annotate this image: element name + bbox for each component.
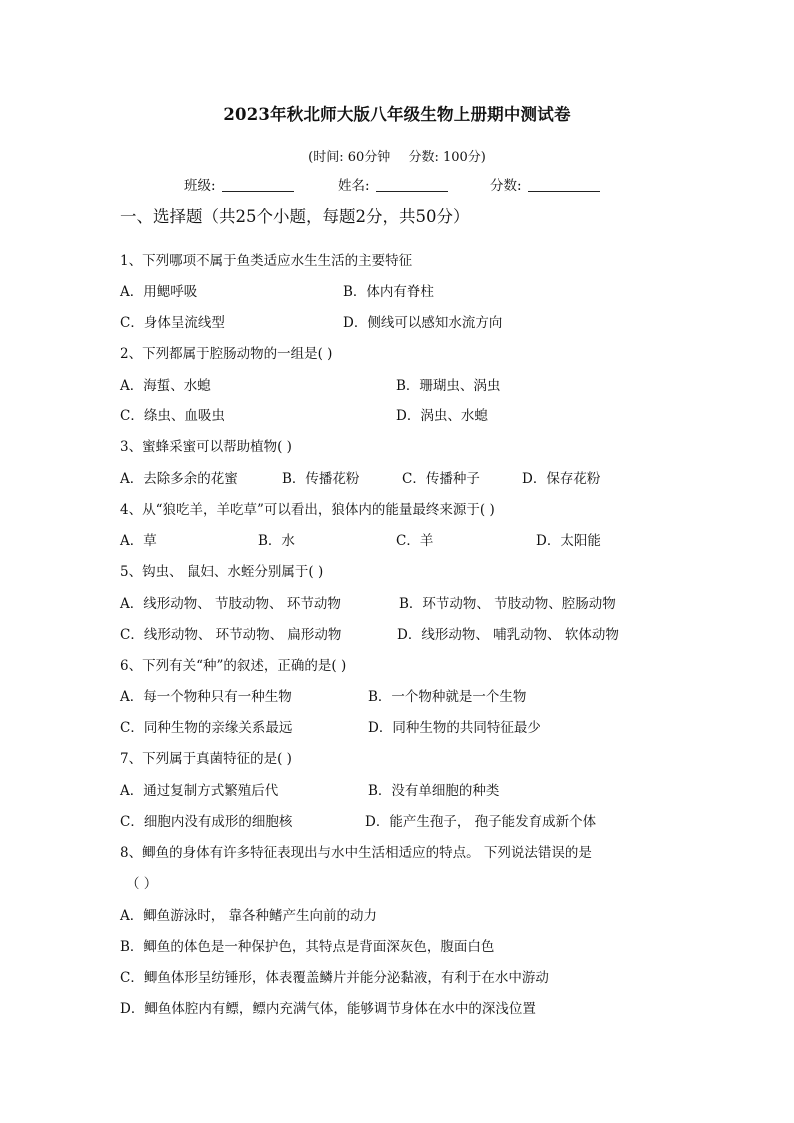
option-a: A．每一个物种只有一种生物 <box>120 689 292 705</box>
option-b: B．没有单细胞的种类 <box>368 783 500 799</box>
option-b: B．水 <box>258 533 295 549</box>
question-stem: 4、从“狼吃羊，羊吃草”可以看出，狼体内的能量最终来源于( ) <box>120 502 495 518</box>
exam-time: (时间: 60分钟 <box>308 150 391 165</box>
exam-total-score: 分数: 100分) <box>408 150 486 165</box>
option-c: C．同种生物的亲缘关系最远 <box>120 720 293 736</box>
question-stem: 6、下列有关“种”的叙述，正确的是( ) <box>120 658 347 674</box>
score-blank <box>528 177 600 192</box>
question-stem: 2、下列都属于腔肠动物的一组是( ) <box>120 346 333 362</box>
option-b: B．一个物种就是一个生物 <box>368 689 527 705</box>
option-c: C．细胞内没有成形的细胞核 <box>120 814 293 830</box>
class-blank <box>222 177 294 192</box>
option-b: B．环节动物、 节肢动物、腔肠动物 <box>399 596 616 612</box>
option-d: D．侧线可以感知水流方向 <box>343 315 503 331</box>
name-field <box>338 174 448 194</box>
option-a: A．线形动物、 节肢动物、 环节动物 <box>120 596 341 612</box>
option-a: A．用鳃呼吸 <box>120 284 198 300</box>
option-a: A．海蜇、水螅 <box>120 378 211 394</box>
option-d: D．鲫鱼体腔内有鳔，鳔内充满气体，能够调节身体在水中的深浅位置 <box>120 1001 536 1017</box>
option-c: C．鲫鱼体形呈纺锤形，体表覆盖鳞片并能分泌黏液，有利于在水中游动 <box>120 970 549 986</box>
exam-meta <box>0 146 794 165</box>
option-b: B．珊瑚虫、涡虫 <box>396 378 501 394</box>
option-b: B．鲫鱼的体色是一种保护色，其特点是背面深灰色，腹面白色 <box>120 939 495 955</box>
score-label: 分数: <box>490 178 522 194</box>
name-label: 姓名: <box>338 178 370 194</box>
question-stem: 8、鲫鱼的身体有许多特征表现出与水中生活相适应的特点。 下列说法错误的是 <box>120 845 592 861</box>
section-heading: 一、选择题（共25个小题，每题2分，共50分） <box>120 207 470 226</box>
option-d: D．太阳能 <box>536 533 601 549</box>
option-d: D．同种生物的共同特征最少 <box>368 720 541 736</box>
page-title: 2023年秋北师大版八年级生物上册期中测试卷 <box>223 105 571 124</box>
class-field <box>184 174 294 194</box>
option-c: C．传播种子 <box>402 471 480 487</box>
option-a: A．通过复制方式繁殖后代 <box>120 783 279 799</box>
question-stem: 1、下列哪项不属于鱼类适应水生生活的主要特征 <box>120 253 413 269</box>
option-b: B．体内有脊柱 <box>343 284 434 300</box>
question-stem: 3、蜜蜂采蜜可以帮助植物( ) <box>120 439 292 455</box>
option-b: B．传播花粉 <box>282 471 360 487</box>
option-c: C．线形动物、 环节动物、 扁形动物 <box>120 627 342 643</box>
class-label: 班级: <box>184 178 216 194</box>
option-a: A．鲫鱼游泳时， 靠各种鳍产生向前的动力 <box>120 908 378 924</box>
option-d: D．能产生孢子， 孢子能发育成新个体 <box>365 814 597 830</box>
question-stem: 7、下列属于真菌特征的是( ) <box>120 751 292 767</box>
option-c: C．绦虫、血吸虫 <box>120 408 225 424</box>
answer-bracket: （ ） <box>126 876 158 892</box>
score-field <box>490 174 600 194</box>
question-stem: 5、钩虫、 鼠妇、水蛭分别属于( ) <box>120 564 324 580</box>
option-c: C．羊 <box>396 533 434 549</box>
option-c: C．身体呈流线型 <box>120 315 225 331</box>
option-d: D．涡虫、水螅 <box>396 408 488 424</box>
option-a: A．草 <box>120 533 157 549</box>
option-a: A．去除多余的花蜜 <box>120 471 238 487</box>
option-d: D．线形动物、 哺乳动物、 软体动物 <box>397 627 619 643</box>
name-blank <box>376 177 448 192</box>
option-d: D．保存花粉 <box>522 471 601 487</box>
